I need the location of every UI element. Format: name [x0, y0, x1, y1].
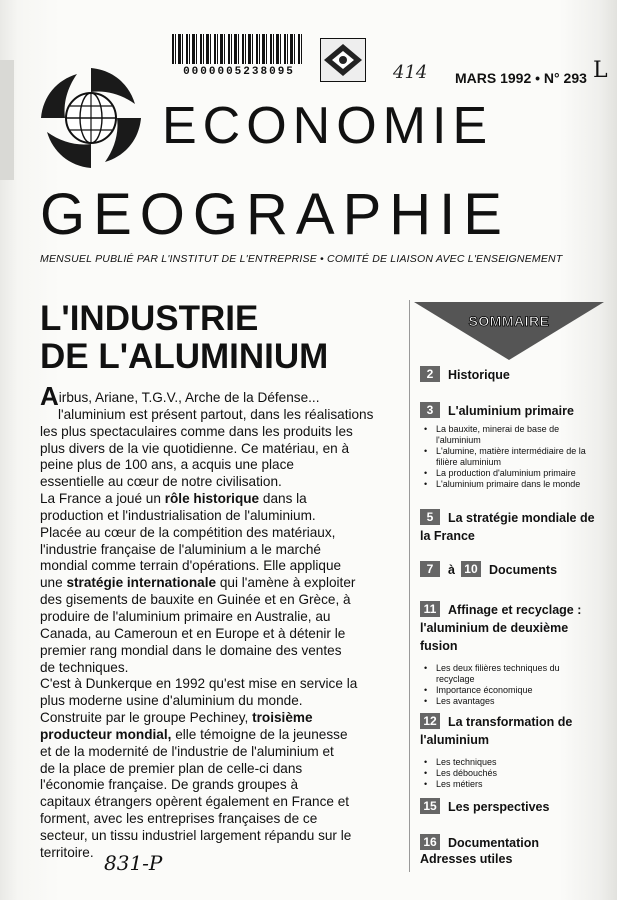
headline-line-2: DE L'ALUMINIUM	[40, 337, 329, 376]
toc-subitem: • Les métiers	[430, 779, 598, 790]
toc-section-title: Affinage et recyclage : l'aluminium de deuxième fusion	[420, 603, 582, 653]
article-line: secteur, un tissu industriel largement répandu sur le	[40, 827, 352, 843]
toc-page-number: 7	[420, 561, 440, 577]
article-line: l'économie française. De grands groupes à	[40, 777, 299, 793]
toc-page-number: 11	[420, 601, 440, 617]
sommaire-label: SOMMAIRE	[468, 313, 550, 329]
article-line: premier rang mondial dans le domaine des ventes	[40, 642, 342, 658]
toc-section-3[interactable]	[420, 402, 598, 490]
toc-subitem: • La bauxite, minerai de base de l'aluminium	[430, 424, 598, 446]
sommaire-triangle-icon	[414, 302, 604, 360]
handwritten-signature: 831-P	[104, 851, 163, 875]
article-line: forment, avec les entreprises françaises de ce	[40, 811, 318, 827]
toc-section-title: Les perspectives	[448, 800, 550, 814]
article-line: essentielle au cœur de notre civilisation.	[40, 474, 282, 490]
article-line: Construite par le groupe Pechiney, troisième	[40, 710, 313, 726]
stamp-icon	[320, 38, 366, 82]
toc-section-11[interactable]	[420, 601, 598, 707]
article-line: et de la modernité de l'industrie de l'aluminium et	[40, 743, 334, 759]
toc-page-number: 3	[420, 402, 440, 418]
article-line: produire de l'aluminium primaire en Australie, au	[40, 608, 331, 624]
article-line: capitaux étrangers opèrent également en France et	[40, 794, 350, 810]
toc-page-number-end: 10	[461, 561, 481, 577]
toc-range-connector: à	[448, 563, 455, 577]
toc-section-title: La transformation de l'aluminium	[420, 715, 573, 747]
toc-section-12[interactable]	[420, 713, 598, 790]
article-line: une stratégie internationale qui l'amène à exploiter	[40, 575, 356, 591]
toc-section-7-10[interactable]	[420, 561, 598, 579]
article-line: producteur mondial, elle témoigne de la jeunesse	[40, 726, 348, 742]
toc-section-15[interactable]	[420, 798, 598, 816]
magazine-title-economie: ECONOMIE	[162, 97, 494, 155]
article-line: territoire.	[40, 844, 94, 860]
article-body	[40, 381, 402, 862]
toc-subitems	[420, 757, 598, 790]
toc-section-title: Documents	[488, 563, 558, 577]
toc-subitem: • La production d'aluminium primaire	[430, 468, 598, 479]
article-line: C'est à Dunkerque en 1992 qu'est mise en service la	[40, 676, 358, 692]
issue-date-number: MARS 1992 • N° 293	[455, 70, 587, 86]
toc-page-number: 2	[420, 366, 440, 382]
toc-subitem: • L'aluminium primaire dans le monde	[430, 479, 598, 490]
toc-subitem: • Les débouchés	[430, 768, 598, 779]
article-line: La France a joué un rôle historique dans la	[40, 491, 307, 507]
article-line: de la place de premier plan de celle-ci dans	[40, 760, 303, 776]
article-line: production et l'industrialisation de l'aluminium.	[40, 507, 316, 523]
column-divider	[409, 300, 410, 872]
handwritten-corner-mark: L	[593, 58, 608, 83]
toc-page-number: 5	[420, 509, 440, 525]
toc-section-title-2: Adresses utiles	[420, 852, 513, 866]
barcode-number: 0000005238095	[183, 66, 295, 78]
article-line: des gisements de bauxite en Guinée et en Grèce, à	[40, 592, 351, 608]
toc-page-number: 16	[420, 834, 440, 850]
toc-section-title: Historique	[448, 368, 510, 382]
drop-cap: A	[40, 381, 59, 411]
article-line: de techniques.	[40, 659, 129, 675]
article-line: plus moderne usine d'aluminium du monde.	[40, 693, 303, 709]
article-line: mondial comme terrain d'opérations. Elle applique	[40, 558, 342, 574]
article-line: l'industrie française de l'aluminium a le marché	[40, 541, 321, 557]
toc-subitem: • Importance économique	[430, 685, 598, 696]
article-line: Canada, au Cameroun et en Europe et à détenir le	[40, 625, 346, 641]
globe-logo-icon	[33, 60, 149, 176]
toc-page-number: 15	[420, 798, 440, 814]
toc-section-16[interactable]	[420, 834, 598, 867]
toc-subitem: • Les techniques	[430, 757, 598, 768]
toc-subitem: • Les deux filières techniques du recyclage	[430, 663, 598, 685]
barcode	[160, 30, 318, 80]
magazine-subtitle: MENSUEL PUBLIÉ PAR L'INSTITUT DE L'ENTREPRISE • COMITÉ DE LIAISON AVEC L'ENSEIGNEMENT	[40, 253, 563, 265]
toc-section-title: La stratégie mondiale de la France	[420, 511, 595, 543]
magazine-title-geographie: GEOGRAPHIE	[40, 182, 510, 247]
sommaire-banner	[414, 302, 604, 360]
article-headline	[40, 300, 328, 376]
toc-page-number: 12	[420, 713, 440, 729]
toc-subitem: • Les avantages	[430, 696, 598, 707]
toc-subitems	[420, 424, 598, 490]
article-line: peine plus de 100 ans, a acquis une place	[40, 457, 294, 473]
handwritten-reference: 414	[393, 62, 428, 83]
article-line: l'aluminium est présent partout, dans les réalisations	[58, 406, 374, 422]
toc-section-title: Documentation	[448, 836, 539, 850]
toc-subitems	[420, 663, 598, 707]
article-line: les plus spectaculaires comme dans les produits les	[40, 423, 353, 439]
article-line: plus divers de la vie quotidienne. Ce matériau, en à	[40, 440, 350, 456]
headline-line-1: L'INDUSTRIE	[40, 299, 259, 338]
toc-subitem: • L'alumine, matière intermédiaire de la filière aluminium	[430, 446, 598, 468]
toc-section-5[interactable]	[420, 509, 598, 545]
toc-section-title: L'aluminium primaire	[448, 404, 574, 418]
article-line: Placée au cœur de la compétition des matériaux,	[40, 524, 336, 540]
article-line: Airbus, Ariane, T.G.V., Arche de la Défense...	[40, 381, 320, 411]
binding-edge	[0, 60, 14, 180]
toc-section-2[interactable]	[420, 366, 598, 384]
barcode-bars	[172, 34, 302, 64]
